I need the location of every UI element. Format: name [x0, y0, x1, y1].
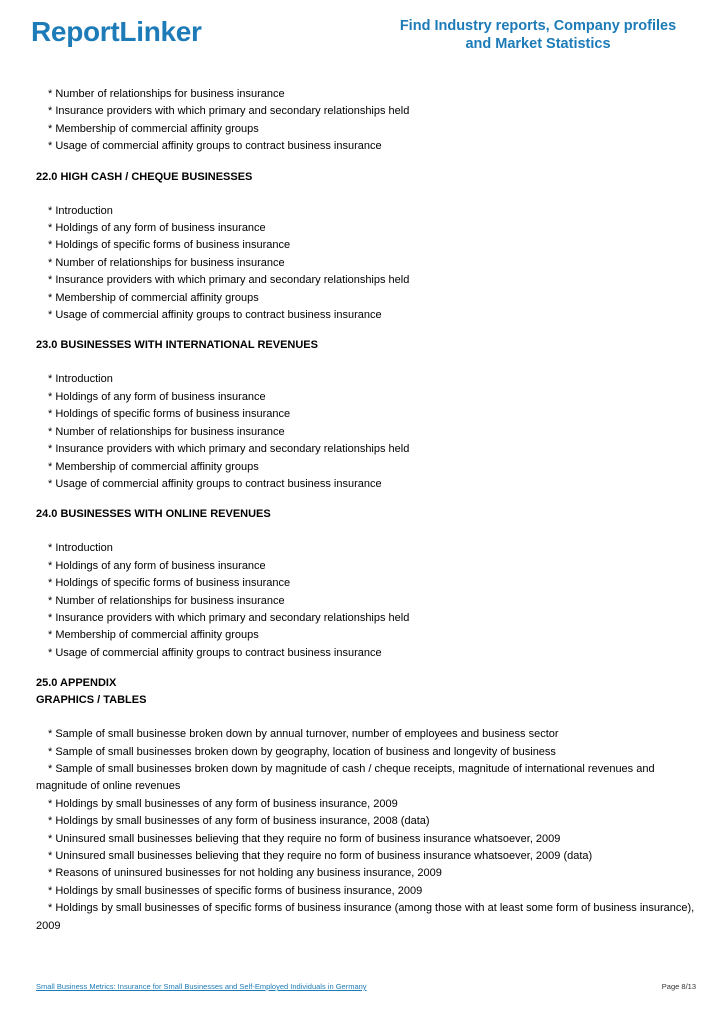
report-title-link[interactable]: Small Business Metrics: Insurance for Small Businesses and Self-Employed Individuals in Germany: [36, 982, 367, 991]
section-25-appendix: [36, 675, 696, 935]
section-subtitle: GRAPHICS / TABLES: [36, 694, 147, 707]
list-item: * Number of relationships for business insurance: [48, 425, 285, 438]
list-item: * Holdings by small businesses of any form of business insurance, 2008 (data): [48, 815, 430, 828]
list-item: * Membership of commercial affinity groups: [48, 291, 259, 304]
page-header: [0, 0, 728, 62]
section-23: [36, 337, 696, 493]
list-item: * Holdings by small businesses of specific forms of business insurance, 2009: [48, 884, 423, 897]
reportlinker-logo[interactable]: ReportLinker: [31, 16, 202, 47]
list-item: * Holdings of specific forms of business insurance: [48, 577, 291, 590]
list-item: * Holdings of specific forms of business insurance: [48, 408, 291, 421]
list-item: * Insurance providers with which primary and secondary relationships held: [48, 611, 410, 624]
list-item: * Usage of commercial affinity groups to contract business insurance: [48, 646, 382, 659]
list-item: * Sample of small businesses broken down by geography, location of business and longevity of business: [48, 745, 556, 758]
section-title: 23.0 BUSINESSES WITH INTERNATIONAL REVENUES: [36, 339, 318, 352]
list-item: * Insurance providers with which primary and secondary relationships held: [48, 274, 410, 287]
list-item: * Holdings of any form of business insurance: [48, 559, 266, 572]
section-22: [36, 169, 696, 325]
list-item: * Introduction: [48, 204, 113, 217]
page-footer: [36, 981, 696, 995]
list-item: * Membership of commercial affinity groups: [48, 460, 259, 473]
list-item: * Uninsured small businesses believing that they require no form of business insurance whatsoever, 2009: [48, 832, 561, 845]
list-item: * Introduction: [48, 542, 113, 555]
list-item: * Membership of commercial affinity groups: [48, 122, 259, 135]
continued-list: [36, 86, 696, 156]
list-item: * Insurance providers with which primary and secondary relationships held: [48, 443, 410, 456]
section-list: [36, 203, 696, 325]
list-item: * Number of relationships for business insurance: [48, 256, 285, 269]
list-item: * Number of relationships for business insurance: [48, 88, 285, 100]
list-item: * Introduction: [48, 373, 113, 386]
list-item: * Sample of small businesse broken down by annual turnover, number of employees and business sector: [48, 728, 559, 741]
appendix-list: [36, 726, 696, 935]
list-item: * Sample of small businesses broken down by magnitude of cash / cheque receipts, magnitude of international revenues and magnitude of online revenues: [36, 762, 655, 793]
list-item: * Usage of commercial affinity groups to contract business insurance: [48, 477, 382, 490]
list-item: * Uninsured small businesses believing that they require no form of business insurance whatsoever, 2009 (data): [48, 850, 593, 862]
page-number: Page 8/13: [661, 982, 696, 991]
section-list: [36, 371, 696, 493]
list-item: * Holdings of any form of business insurance: [48, 390, 266, 403]
list-item: * Holdings by small businesses of specific forms of business insurance (among those with at least some form of business insurance), 2009: [36, 902, 695, 932]
section-title: 24.0 BUSINESSES WITH ONLINE REVENUES: [36, 508, 271, 521]
tagline-line-2: and Market Statistics: [465, 36, 611, 52]
list-item: * Reasons of uninsured businesses for not holding any business insurance, 2009: [48, 867, 442, 880]
list-item: * Usage of commercial affinity groups to contract business insurance: [48, 309, 382, 322]
section-title: 25.0 APPENDIX: [36, 677, 117, 690]
list-item: * Number of relationships for business insurance: [48, 594, 285, 607]
list-item: * Usage of commercial affinity groups to contract business insurance: [48, 140, 382, 153]
header-tagline: [388, 17, 688, 53]
list-item: * Holdings by small businesses of any form of business insurance, 2009: [48, 797, 398, 810]
list-item: * Holdings of any form of business insurance: [48, 222, 266, 235]
list-item: * Insurance providers with which primary and secondary relationships held: [48, 105, 410, 118]
section-list: [36, 540, 696, 662]
tagline-line-1: Find Industry reports, Company profiles: [399, 18, 677, 34]
section-title: 22.0 HIGH CASH / CHEQUE BUSINESSES: [36, 170, 253, 183]
list-item: * Holdings of specific forms of business insurance: [48, 239, 291, 252]
section-24: [36, 506, 696, 662]
document-body: [36, 86, 696, 935]
list-item: * Membership of commercial affinity groups: [48, 629, 259, 642]
